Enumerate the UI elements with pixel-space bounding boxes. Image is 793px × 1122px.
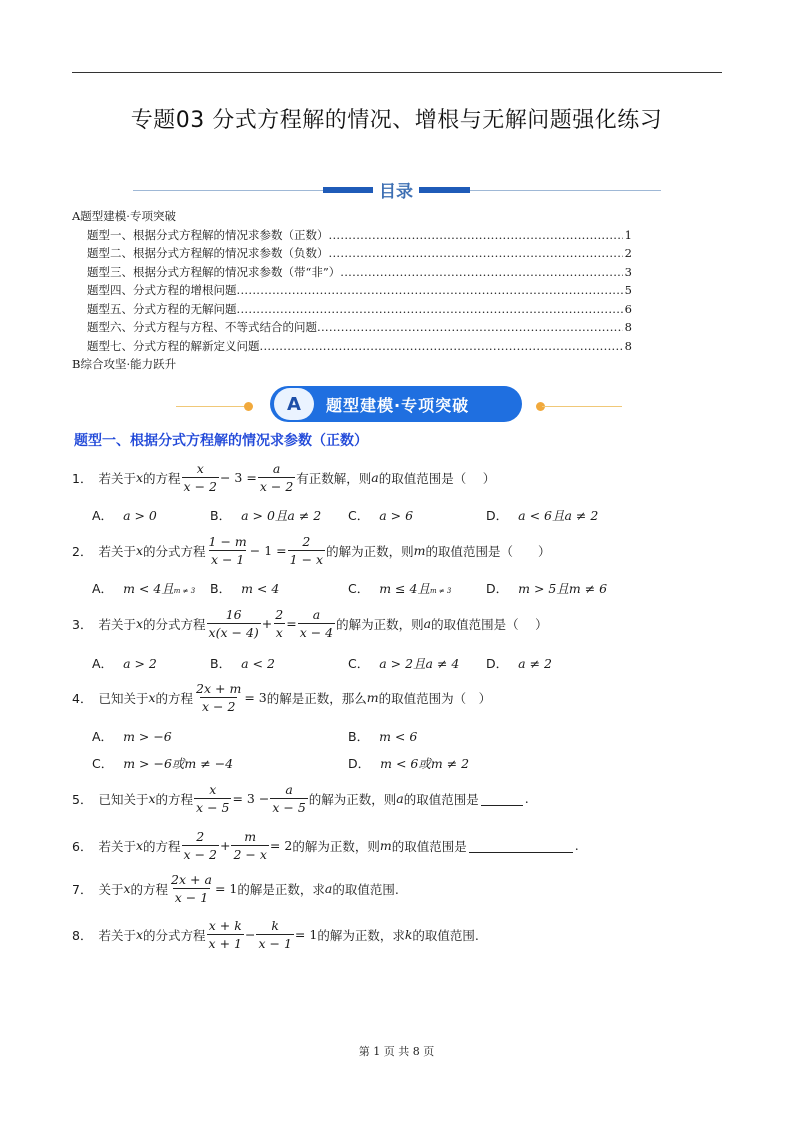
toc-header (0, 176, 793, 204)
answer-blank[interactable] (469, 838, 573, 853)
fraction: $\frac{x}{x - 5}$ (196, 782, 230, 815)
question-4: 4． 已知关于 x 的方程 $\frac{2x + m}{x - 2}$ = 3 的解是正数，那么 m 的取值范围为（ ） (72, 681, 492, 714)
fraction: $\frac{m}{2 - x}$ (233, 829, 267, 862)
option-c[interactable]: C． a > 2且a ≠ 4 (348, 656, 460, 671)
banner-pill (270, 386, 522, 422)
toc-item[interactable]: 题型四、分式方程的增根问题 ..... 5 (72, 281, 632, 300)
toc-item[interactable]: 题型一、根据分式方程解的情况求参数（正数） ..... 1 (72, 226, 632, 245)
question-6: 6． 若关于 x 的方程 $\frac{2}{x - 2}$ + $\frac{m}{2 - x}$ = 2 的解为正数，则 m 的取值范围是 . (72, 829, 579, 862)
option-c[interactable]: C． a > 6 (348, 508, 414, 523)
fraction: $\frac{16}{x(x - 4)}$ (208, 607, 259, 640)
toc-item[interactable]: 题型六、分式方程与方程、不等式结合的问题 ..... 8 (72, 318, 632, 337)
toc-section-b[interactable]: B综合攻坚·能力跃升 (72, 357, 177, 371)
question-2: 2． 若关于 x 的分式方程 $\frac{1 - m}{x - 1}$ − 1 = $\frac{2}{1 - x}$ 的解为正数，则 m 的取值范围是（ ） (72, 534, 551, 567)
toc-label: 目录 (373, 177, 419, 202)
dot-icon (244, 402, 253, 411)
fraction: $\frac{k}{x - 1}$ (258, 918, 292, 951)
toc-item[interactable]: 题型五、分式方程的无解问题 ..... 6 (72, 300, 632, 319)
option-d[interactable]: D． a ≠ 2 (486, 656, 552, 671)
option-b[interactable]: B． a > 0且a ≠ 2 (210, 508, 322, 523)
answer-blank[interactable] (481, 791, 523, 806)
page-title: 专题03 分式方程解的情况、增根与无解问题强化练习 (130, 108, 663, 133)
option-b[interactable]: B． m < 6 (348, 729, 418, 744)
question-5: 5． 已知关于 x 的方程 $\frac{x}{x - 5}$ = 3 − $\frac{a}{x - 5}$ 的解为正数，则 a 的取值范围是 . (72, 782, 529, 815)
fraction: $\frac{2x + a}{x - 1}$ (171, 872, 212, 905)
toc-item[interactable]: 题型二、根据分式方程解的情况求参数（负数） ..... 2 (72, 244, 632, 263)
fraction: $\frac{2x + m}{x - 2}$ (196, 681, 242, 714)
top-rule (72, 72, 722, 73)
fraction: $\frac{x + k}{x + 1}$ (208, 918, 242, 951)
question-7: 7． 关于 x 的方程 $\frac{2x + a}{x - 1}$ = 1 的解是正数，求 a 的取值范围. (72, 872, 399, 905)
option-b[interactable]: B． a < 2 (210, 656, 275, 671)
section-heading: 题型一、根据分式方程解的情况求参数（正数） (74, 433, 368, 449)
option-a[interactable]: A． m < 4且m ≠ 3 (92, 581, 196, 596)
table-of-contents (72, 207, 632, 374)
option-a[interactable]: A． a > 0 (92, 508, 157, 523)
fraction: $\frac{1 - m}{x - 1}$ (208, 534, 247, 567)
toc-section-a[interactable]: A题型建模·专项突破 (72, 209, 176, 223)
question-8: 8． 若关于 x 的分式方程 $\frac{x + k}{x + 1}$ − $\frac{k}{x - 1}$ = 1 的解为正数，求 k 的取值范围. (72, 918, 479, 951)
question-1: 1． 若关于 x 的方程 $\frac{x}{x - 2}$ − 3 = $\frac{a}{x - 2}$ 有正数解，则 a 的取值范围是（ ） (72, 461, 496, 494)
section-banner (0, 383, 793, 423)
toc-item[interactable]: 题型七、分式方程的解新定义问题 ..... 8 (72, 337, 632, 356)
fraction: $\frac{a}{x - 5}$ (272, 782, 306, 815)
page-footer: 第 1 页 共 8 页 (358, 1045, 435, 1058)
option-c[interactable]: C． m > −6或m ≠ −4 (92, 756, 234, 771)
fraction: $\frac{2}{x}$ (275, 607, 284, 640)
option-d[interactable]: D． m > 5且m ≠ 6 (486, 581, 608, 596)
question-3: 3． 若关于 x 的分式方程 $\frac{16}{x(x - 4)}$ + $\frac{2}{x}$ = $\frac{a}{x - 4}$ 的解为正数，则 a 的取值范围是（ ） (72, 607, 548, 640)
fraction: $\frac{a}{x - 4}$ (299, 607, 334, 640)
option-d[interactable]: D． a < 6且a ≠ 2 (486, 508, 599, 523)
toc-item[interactable]: 题型三、根据分式方程解的情况求参数（带“非”） ..... 3 (72, 263, 632, 282)
fraction: $\frac{2}{1 - x}$ (289, 534, 324, 567)
option-b[interactable]: B． m < 4 (210, 581, 280, 596)
fraction: $\frac{a}{x - 2}$ (259, 461, 294, 494)
banner-text: 题型建模·专项突破 (326, 395, 470, 415)
banner-letter: A (274, 388, 314, 420)
option-d[interactable]: D． m < 6或m ≠ 2 (348, 756, 470, 771)
option-c[interactable]: C． m ≤ 4且m ≠ 3 (348, 581, 452, 596)
option-a[interactable]: A． m > −6 (92, 729, 172, 744)
fraction: $\frac{x}{x - 2}$ (183, 461, 217, 494)
fraction: $\frac{2}{x - 2}$ (183, 829, 217, 862)
option-a[interactable]: A． a > 2 (92, 656, 157, 671)
